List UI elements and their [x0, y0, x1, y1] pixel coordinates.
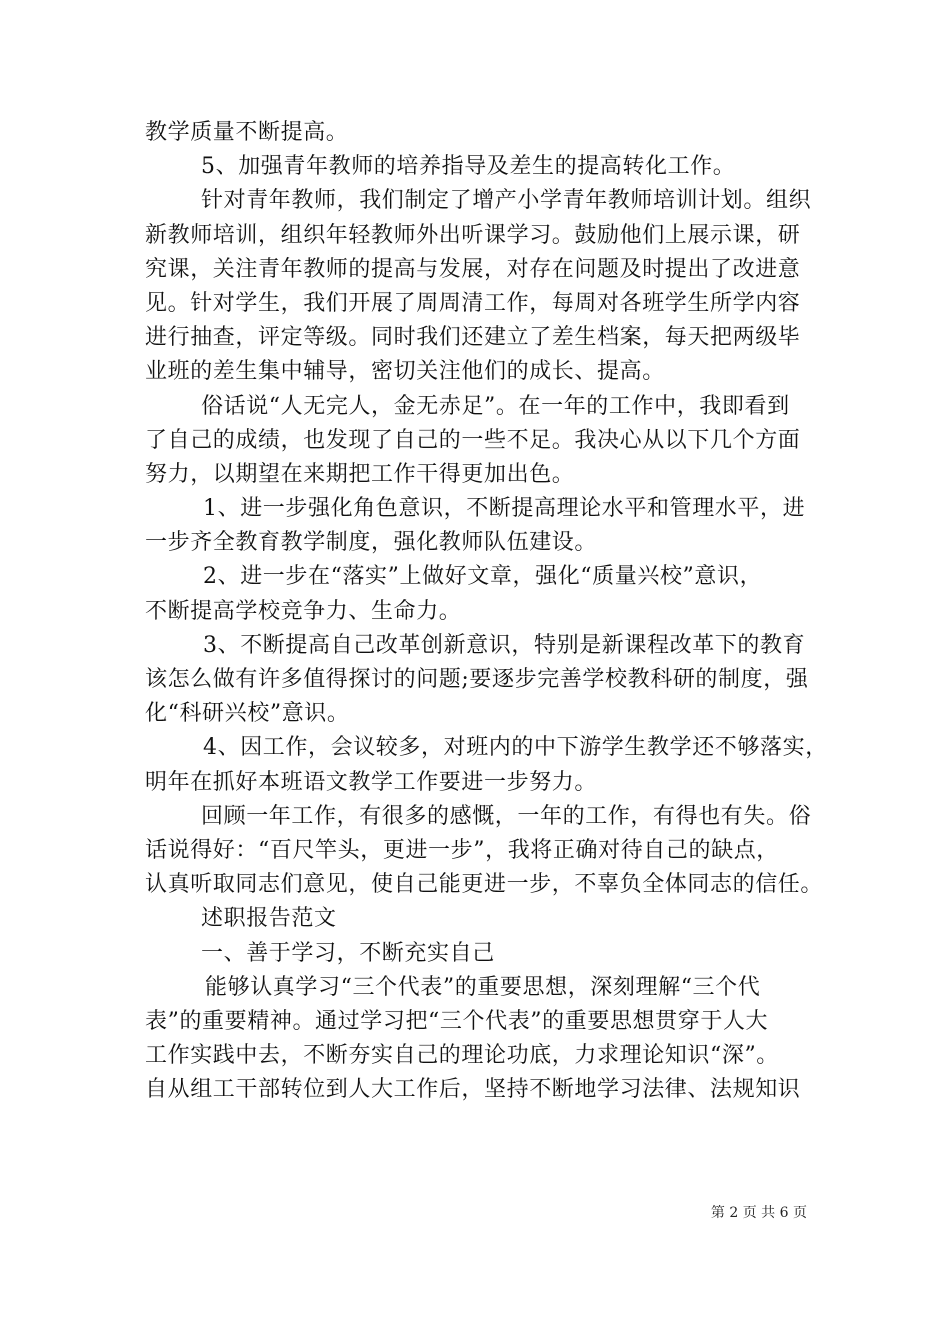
text-line: 3、不断提高自己改革创新意识，特别是新课程改革下的教育 [203, 632, 806, 658]
text-line: 进行抽查，评定等级。同时我们还建立了差生档案，每天把两级毕 [145, 325, 801, 351]
text-line: 一步齐全教育教学制度，强化教师队伍建设。 [145, 530, 598, 556]
text-line: 见。针对学生，我们开展了周周清工作，每周对各班学生所学内容 [145, 290, 801, 316]
text-line: 能够认真学习“三个代表”的重要思想，深刻理解“三个代 [205, 974, 761, 1000]
text-line: 话说得好：“百尺竿头，更进一步”，我将正确对待自己的缺点， [145, 837, 779, 863]
text-line: 了自己的成绩，也发现了自己的一些不足。我决心从以下几个方面 [145, 427, 801, 453]
text-line: 回顾一年工作，有很多的感慨，一年的工作，有得也有失。俗 [201, 803, 812, 829]
text-line: 表”的重要精神。通过学习把“三个代表”的重要思想贯穿于人大 [145, 1008, 769, 1034]
text-line: 究课，关注青年教师的提高与发展，对存在问题及时提出了改进意 [145, 256, 801, 282]
section-heading: 述职报告范文 [201, 906, 337, 932]
document-body [145, 116, 828, 1107]
text-line: 教学质量不断提高。 [145, 120, 349, 145]
text-line: 化“科研兴校”意识。 [145, 701, 350, 727]
section-subheading: 一、善于学习，不断充实自己 [201, 940, 495, 966]
text-line: 明年在抓好本班语文教学工作要进一步努力。 [145, 769, 598, 795]
text-line: 努力，以期望在来期把工作干得更加出色。 [145, 461, 575, 487]
text-line: 5、加强青年教师的培养指导及差生的提高转化工作。 [201, 154, 736, 180]
text-line: 4、因工作，会议较多，对班内的中下游学生教学还不够落实， [203, 735, 828, 761]
text-line: 自从组工干部转位到人大工作后，坚持不断地学习法律、法规知识 [145, 1077, 801, 1103]
text-line: 该怎么做有许多值得探讨的问题;要逐步完善学校教科研的制度，强 [145, 667, 809, 692]
text-line: 不断提高学校竞争力、生命力。 [145, 598, 462, 624]
text-line: 1、进一步强化角色意识，不断提高理论水平和管理水平，进 [203, 496, 806, 522]
page-number: 第 2 页 共 6 页 [710, 1205, 807, 1221]
text-line: 认真听取同志们意见，使自己能更进一步，不辜负全体同志的信任。 [145, 872, 824, 898]
text-line: 俗话说“人无完人，金无赤足”。在一年的工作中，我即看到 [201, 393, 790, 419]
text-line: 新教师培训，组织年轻教师外出听课学习。鼓励他们上展示课，研 [145, 222, 801, 248]
text-line: 针对青年教师，我们制定了增产小学青年教师培训计划。组织 [201, 188, 812, 214]
text-line: 工作实践中去，不断夯实自己的理论功底，力求理论知识“深”。 [145, 1043, 779, 1069]
text-line: 业班的差生集中辅导，密切关注他们的成长、提高。 [145, 359, 665, 385]
text-line: 2、进一步在“落实”上做好文章，强化“质量兴校”意识， [203, 564, 763, 590]
